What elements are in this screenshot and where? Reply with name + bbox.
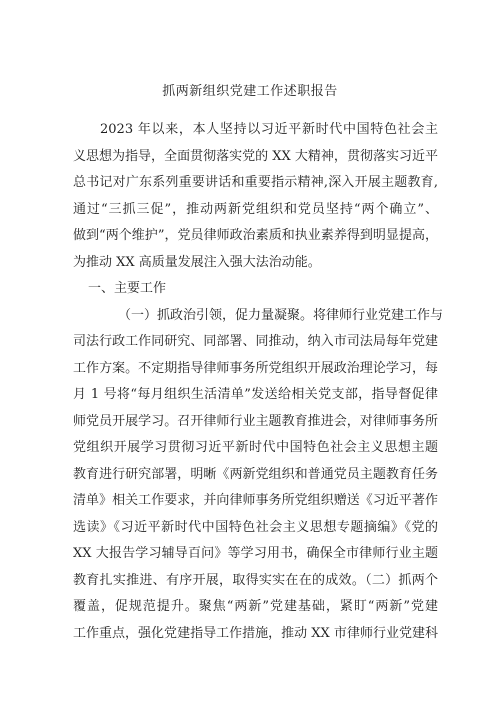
section-heading-text: 一、主要工作 <box>88 281 167 296</box>
body-line-text: 工作方案。不定期指导律师事务所党组织开展政治理论学习，每 <box>73 360 438 376</box>
body-line-16 <box>73 515 438 542</box>
body-line-17 <box>73 541 438 568</box>
body-line-text: 通过“三抓三促”，推动两新党组织和党员坚持“两个确立”、 <box>73 201 438 217</box>
body-line-18 <box>73 568 438 595</box>
body-line-text: 2023 年以来，本人坚持以习近平新时代中国特色社会主 <box>100 122 438 137</box>
body-line-text: 师党员开展学习。召开律师行业主题教育推进会，对律师事务所 <box>73 413 438 429</box>
body-line-19 <box>73 594 438 621</box>
document-body <box>73 117 444 647</box>
body-line-text: 党组织开展学习贯彻习近平新时代中国特色社会主义思想主题 <box>73 440 438 455</box>
body-line-4 <box>73 197 438 224</box>
body-line-8 <box>118 303 444 330</box>
body-line-20 <box>73 621 438 648</box>
body-line-text: 司法行政工作同研究、同部署、同推动，纳入市司法局每年党建 <box>73 334 438 349</box>
body-line-3 <box>73 170 438 197</box>
body-line-15 <box>73 488 438 515</box>
body-line-text: 义思想为指导，全面贯彻落实党的 XX 大精神，贯彻落实习近平 <box>73 148 438 164</box>
body-line-text: 总书记对广东系列重要讲话和重要指示精神,深入开展主题教育, <box>73 175 438 190</box>
body-line-text: 清单》相关工作要求，并向律师事务所党组织赠送《习近平著作 <box>73 493 438 508</box>
body-line-5 <box>73 223 438 250</box>
body-line-text: 月 1 号将“每月组织生活清单”发送给相关党支部，指导督促律 <box>73 387 438 402</box>
body-line-text: 选读》《习近平新时代中国特色社会主义思想专题摘编》《党的 <box>73 519 438 535</box>
body-line-13 <box>73 435 438 462</box>
body-line-text: 教育进行研究部署，明晰《两新党组织和普通党员主题教育任务 <box>73 466 438 482</box>
body-line-1 <box>100 117 438 144</box>
body-line-12 <box>73 409 438 436</box>
body-line-text: 覆盖，促规范提升。聚焦“两新”党建基础，紧盯“两新”党建 <box>73 599 438 614</box>
body-line-text: 工作重点，强化党建指导工作措施，推动 XX 市律师行业党建科 <box>73 625 438 641</box>
body-line-10 <box>73 356 438 383</box>
body-line-text: 教育扎实推进、有序开展，取得实实在在的成效。（二）抓两个 <box>73 572 438 588</box>
body-line-11 <box>73 382 438 409</box>
body-line-14 <box>73 462 438 489</box>
body-line-text: XX 大报告学习辅导百问》等学习用书，确保全市律师行业主题 <box>73 546 438 561</box>
section-heading <box>88 276 438 303</box>
body-line-6 <box>73 250 438 277</box>
body-line-text: （一）抓政治引领，促力量凝聚。将律师行业党建工作与 <box>118 307 444 323</box>
body-line-text: 做到“两个维护”，党员律师政治素质和执业素养得到明显提高， <box>73 228 438 243</box>
document-title: 抓两新组织党建工作述职报告 <box>162 84 338 99</box>
body-line-text: 为推动 XX 高质量发展注入强大法治动能。 <box>73 254 321 270</box>
body-line-9 <box>73 329 438 356</box>
body-line-2 <box>73 144 438 171</box>
